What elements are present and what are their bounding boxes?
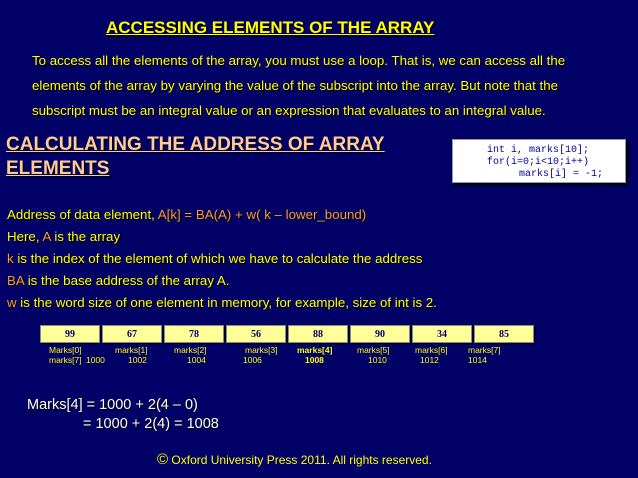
array-label-1: marks[1]	[115, 345, 148, 355]
k-row	[7, 248, 627, 270]
section-heading	[6, 133, 426, 181]
code-line-3: marks[i] = -1;	[519, 169, 604, 180]
formula-expression: A[k] = BA(A) + w( k – lower_bound)	[157, 207, 367, 222]
w-row	[7, 292, 627, 314]
here-row	[7, 226, 627, 248]
array-cell-2: 78	[164, 325, 224, 343]
array-label-3: marks[3]	[245, 345, 278, 355]
k-variable: k	[7, 251, 14, 266]
here-text: is the array	[50, 229, 121, 244]
calculation-block	[27, 396, 219, 434]
array-address-3: 1006	[243, 355, 262, 365]
array-label-6: marks[6]	[415, 345, 448, 355]
formula-prefix: Address of data element,	[7, 207, 158, 222]
formula-row	[7, 204, 627, 226]
here-variable: A	[42, 229, 51, 244]
array-label-7-prefix: marks[7]	[49, 355, 82, 365]
array-cell-4: 88	[288, 325, 348, 343]
array-cell-6: 34	[412, 325, 472, 343]
ba-variable: BA	[7, 273, 25, 288]
ba-text: is the base address of the array A.	[24, 273, 230, 288]
array-address-0: 1000	[86, 355, 105, 365]
array-address-5: 1010	[368, 355, 387, 365]
intro-line-3: subscript must be an integral value or an expression that evaluates to an integral value.	[32, 103, 546, 118]
calculation-line-2: = 1000 + 2(4) = 1008	[83, 416, 219, 432]
array-cell-0: 99	[40, 325, 100, 343]
section-heading-line-2: ELEMENTS	[6, 158, 110, 179]
array-address-1: 1002	[128, 355, 147, 365]
definitions-block	[7, 204, 627, 314]
array-address-4: 1008	[305, 355, 324, 365]
array-cell-1: 67	[102, 325, 162, 343]
array-label-7: marks[7]	[468, 345, 501, 355]
code-line-1: int i, marks[10];	[487, 145, 590, 156]
array-address-7: 1014	[468, 355, 487, 365]
intro-paragraph	[32, 48, 622, 123]
array-diagram	[40, 325, 536, 343]
k-text: is the index of the element of which we have to calculate the address	[13, 251, 423, 266]
calculation-line-1: Marks[4] = 1000 + 2(4 – 0)	[27, 397, 198, 413]
intro-line-2: elements of the array by varying the value of the subscript into the array. But note that the	[32, 78, 559, 93]
slide-title: ACCESSING ELEMENTS OF THE ARRAY	[106, 18, 435, 37]
array-label-2: marks[2]	[174, 345, 207, 355]
here-prefix: Here,	[7, 229, 43, 244]
code-snippet-box	[452, 139, 626, 183]
array-cell-3: 56	[226, 325, 286, 343]
array-address-2: 1004	[187, 355, 206, 365]
copyright-text: Oxford University Press 2011. All rights reserved.	[168, 453, 432, 467]
array-label-4: marks[4]	[297, 345, 333, 355]
w-variable: w	[7, 295, 17, 310]
array-cell-7: 85	[474, 325, 534, 343]
array-label-5: marks[5]	[357, 345, 390, 355]
intro-line-1: To access all the elements of the array, you must use a loop. That is, we can access all the	[32, 53, 566, 68]
array-cell-5: 90	[350, 325, 410, 343]
ba-row	[7, 270, 627, 292]
w-text: is the word size of one element in memory, for example, size of int is 2.	[16, 295, 437, 310]
copyright-notice	[157, 451, 432, 468]
section-heading-line-1: CALCULATING THE ADDRESS OF ARRAY	[6, 134, 385, 155]
copyright-symbol: ©	[157, 451, 169, 468]
code-line-2: for(i=0;i<10;i++)	[487, 157, 590, 168]
array-label-0: Marks[0]	[49, 345, 82, 355]
array-address-6: 1012	[420, 355, 439, 365]
